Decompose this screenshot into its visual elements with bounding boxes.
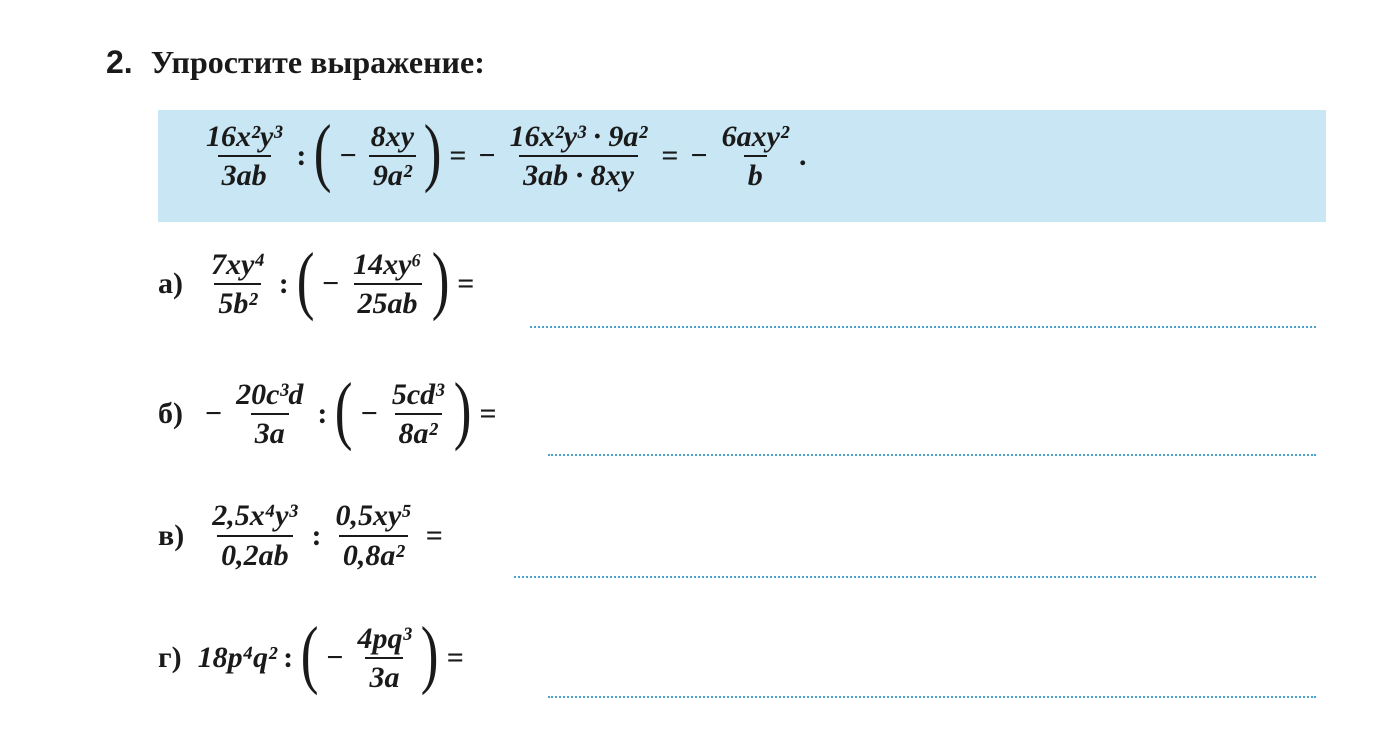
equals-sign: = (479, 397, 497, 430)
division-sign: : (317, 397, 328, 430)
fraction-denominator: 3a (365, 657, 403, 694)
fraction-numerator: 4pq³ (357, 621, 412, 655)
left-paren: ( (296, 238, 315, 322)
exercise-fraction-2 (349, 249, 426, 320)
minus-sign: − (326, 641, 344, 674)
fraction-numerator: 7xy⁴ (211, 247, 265, 281)
example-fraction-4 (718, 121, 793, 192)
task-number: 2. (106, 44, 133, 80)
minus-sign: − (360, 397, 378, 430)
fraction-numerator: 2,5x⁴y³ (212, 499, 298, 532)
item-label: г) (158, 641, 182, 674)
example-fraction-3 (506, 121, 652, 192)
equals-sign: = (449, 139, 467, 172)
task-instruction: Упростите выражение: (150, 44, 485, 80)
fraction-denominator: 5b² (214, 283, 261, 320)
minus-sign: − (478, 139, 496, 172)
fraction-numerator: 6axy² (721, 119, 789, 153)
period: . (798, 139, 807, 172)
left-paren: ( (314, 110, 332, 194)
left-paren: ( (335, 368, 353, 452)
division-sign: : (283, 641, 294, 674)
right-paren: ) (431, 238, 450, 322)
fraction-numerator: 16x²y³ · 9a² (509, 119, 648, 153)
example-fraction-2 (367, 121, 418, 192)
exercise-fraction-2 (388, 379, 448, 450)
exercise-fraction-1 (207, 249, 269, 320)
division-sign: : (278, 267, 289, 300)
fraction-numerator: 8xy (370, 119, 415, 153)
fraction-numerator: 5cd³ (391, 377, 445, 411)
exercise-b (158, 368, 503, 452)
exercise-fraction-1 (232, 379, 307, 450)
fraction-denominator: 3ab (218, 155, 271, 192)
fraction-numerator: 14xy⁶ (353, 247, 422, 281)
fraction-numerator: 0,5xy⁵ (335, 499, 412, 532)
fraction-denominator: 8a² (395, 413, 442, 450)
division-sign: : (311, 518, 322, 552)
lead-term: 18p⁴q² (197, 641, 278, 674)
exercise-fraction-2 (353, 623, 415, 694)
task-header (106, 44, 485, 81)
exercise-fraction-2 (331, 500, 415, 571)
fraction-denominator: 9a² (369, 155, 416, 192)
fraction-numerator: 16x²y³ (206, 119, 283, 153)
minus-sign: − (690, 139, 708, 172)
exercise-g (158, 612, 470, 696)
division-sign: : (296, 139, 307, 172)
right-paren: ) (423, 110, 442, 194)
exercise-a (158, 238, 480, 322)
worked-example (198, 110, 812, 194)
minus-sign: − (339, 139, 357, 172)
answer-line-b[interactable] (548, 454, 1316, 456)
item-label: в) (158, 518, 185, 552)
answer-line-g[interactable] (548, 696, 1316, 698)
right-paren: ) (453, 368, 472, 452)
equals-sign: = (425, 518, 443, 552)
answer-line-v[interactable] (514, 576, 1316, 578)
fraction-denominator: 0,8a² (339, 535, 409, 572)
fraction-numerator: 20c³d (236, 377, 304, 411)
fraction-denominator: 3ab · 8xy (519, 155, 638, 192)
equals-sign: = (446, 641, 464, 674)
minus-sign: − (322, 267, 340, 300)
equals-sign: = (661, 139, 679, 172)
fraction-denominator: 3a (251, 413, 289, 450)
example-fraction-1 (202, 121, 286, 192)
equals-sign: = (457, 267, 475, 300)
left-paren: ( (300, 612, 319, 696)
minus-sign: − (205, 397, 223, 430)
fraction-denominator: b (744, 155, 767, 192)
fraction-denominator: 0,2ab (217, 535, 293, 572)
item-label: б) (158, 397, 183, 430)
answer-line-a[interactable] (530, 326, 1316, 328)
fraction-denominator: 25ab (354, 283, 422, 320)
item-label: а) (158, 267, 183, 300)
exercise-fraction-1 (208, 500, 301, 571)
right-paren: ) (421, 612, 439, 696)
exercise-v (158, 500, 449, 571)
